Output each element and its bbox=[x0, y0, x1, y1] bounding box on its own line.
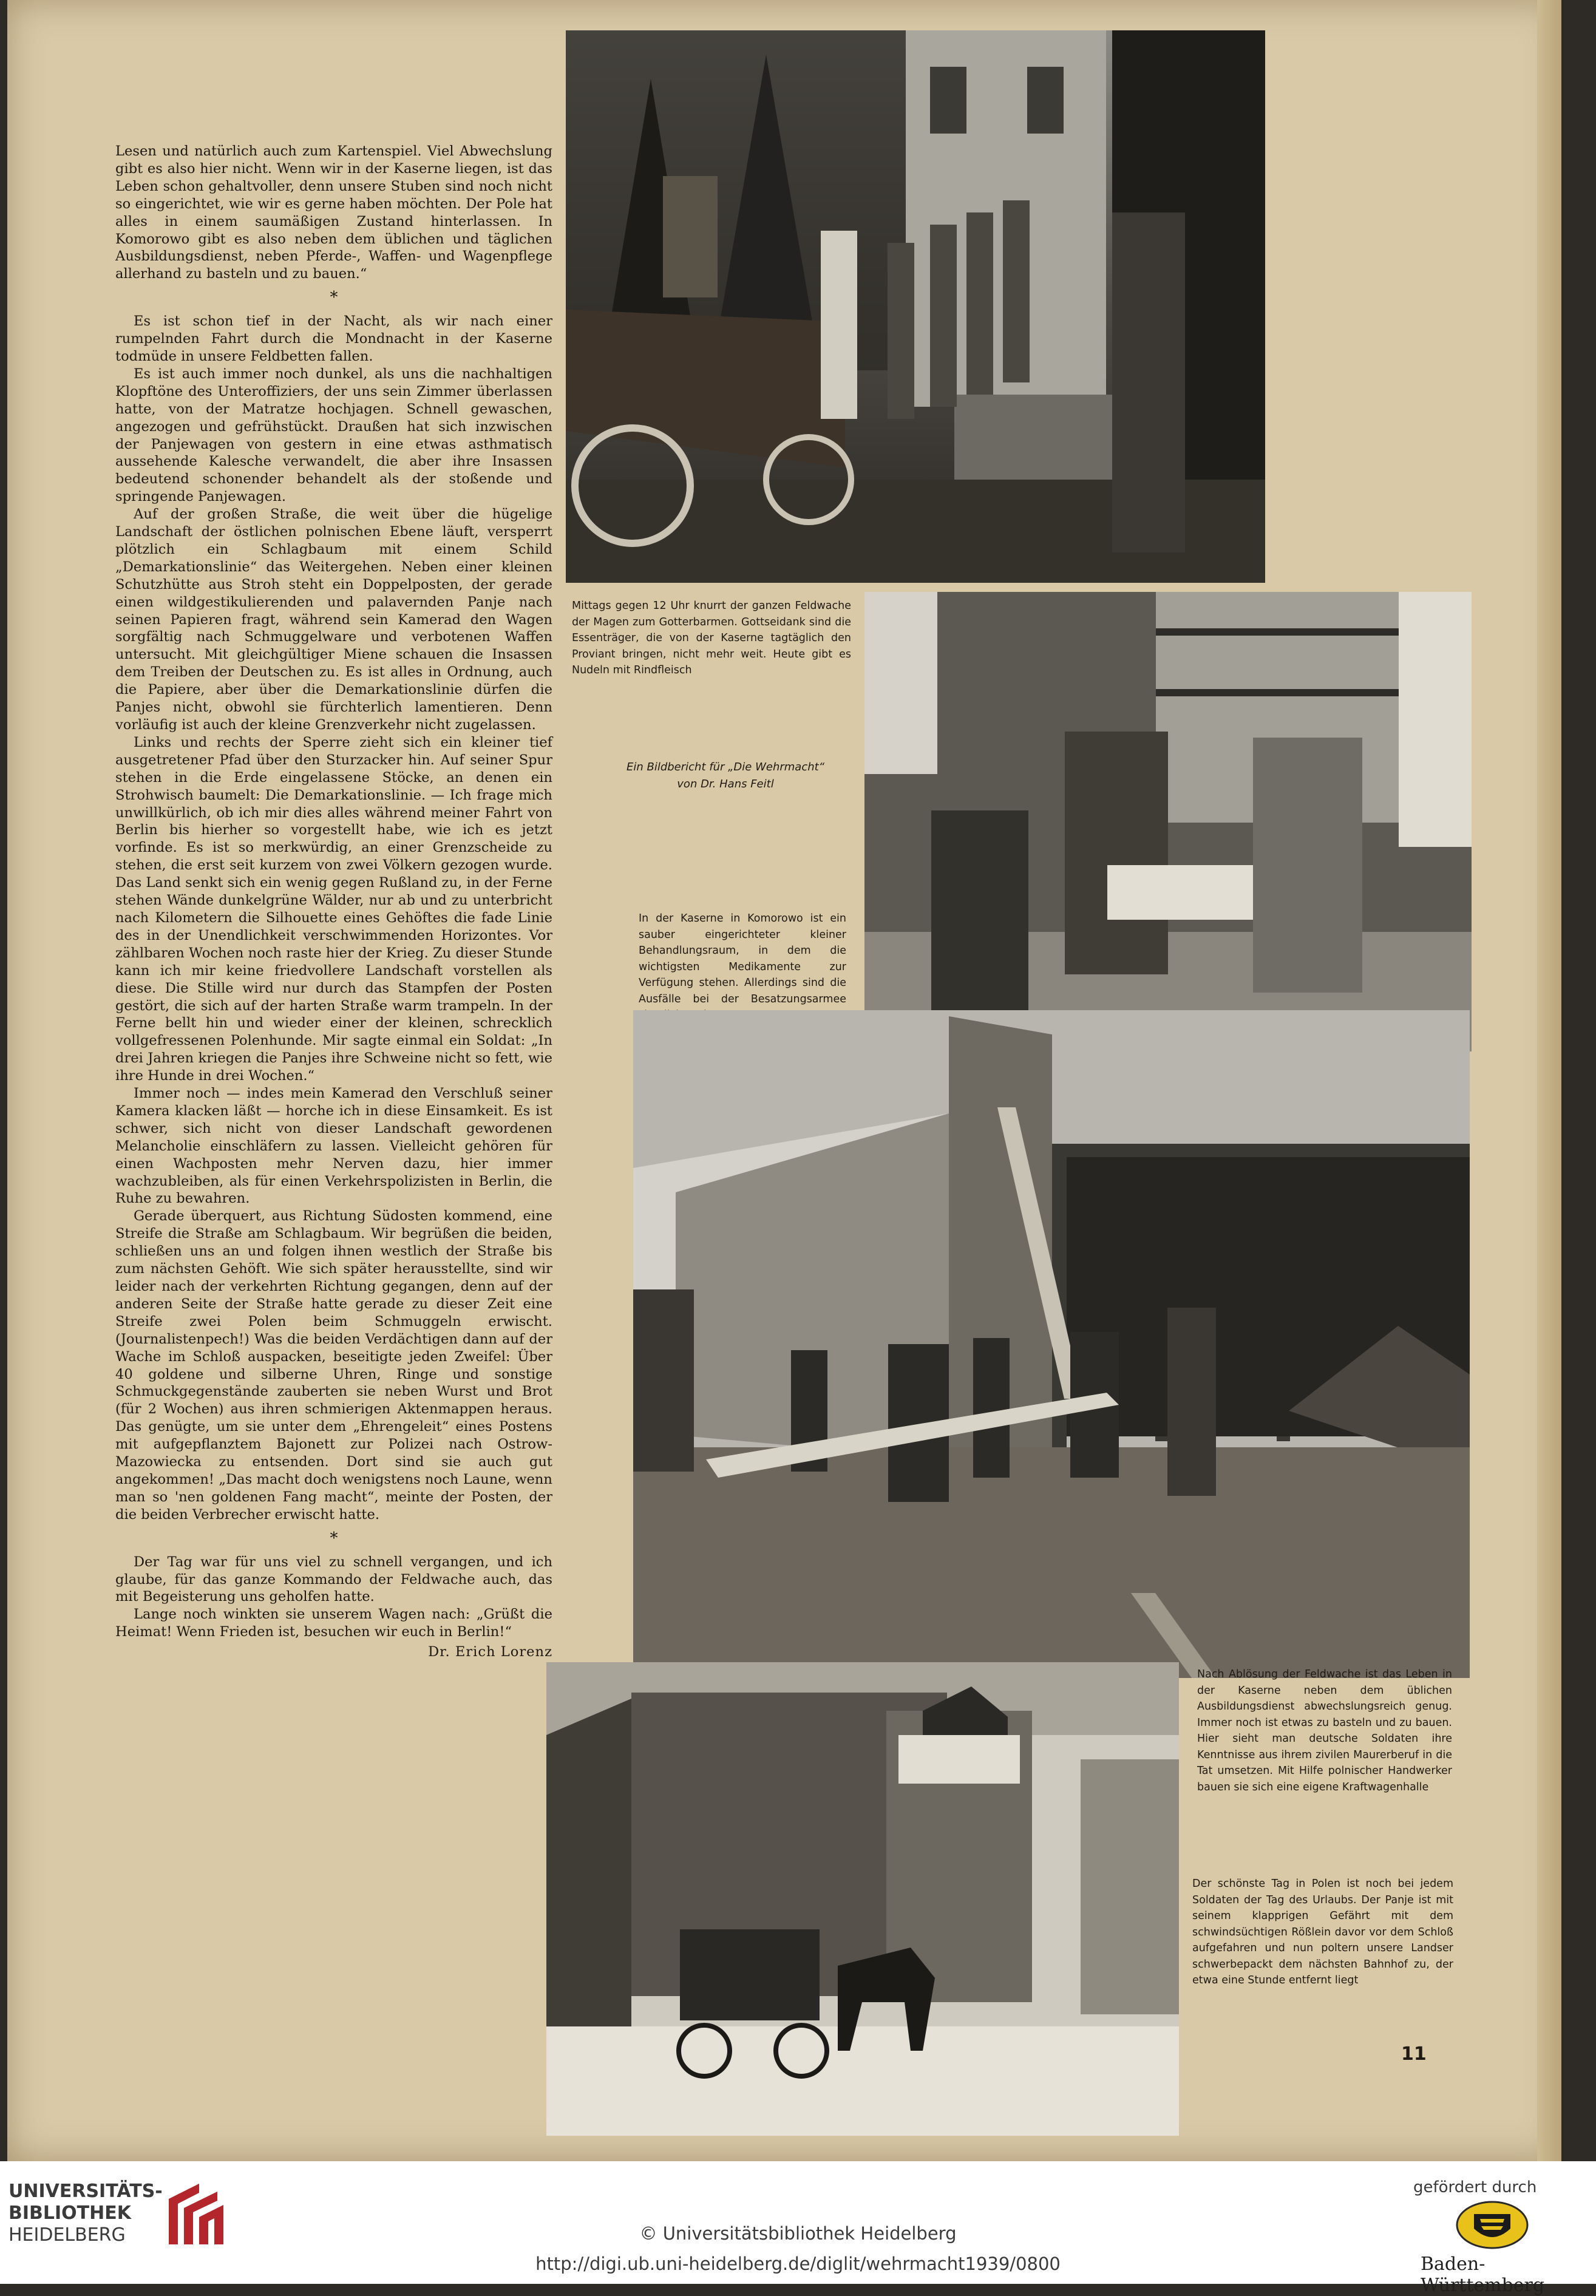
paragraph: Auf der großen Straße, die weit über die hügelige Landschaft der östlichen polnischen Ebene läuft, versperrt plötzlich ein Schlagbaum mit einem Schild „Demarkationslinie“ das Weitergehen. Neben einer kleinen Schutzhütte aus Stroh steht ein Doppelposten, der gerade einen wildgestikulierenden und palavernden Panje nach seinen Papieren fragt, während sein Kamerad den Wagen sorgfältig nach Schmuggelware und verbotenen Waffen untersucht. Mit gleichgültiger Miene schauen die Insassen dem Treiben der Deutschen zu. Es ist alles in Ordnung, auch die Papiere, aber über die Demarkationslinie dürfen die Panjes nicht, obwohl sie fürchterlich lamentieren. Denn vorläufig ist auch der kleine Grenzverkehr nicht zugelassen. bbox=[115, 506, 552, 733]
baden-wuerttemberg-crest-icon bbox=[1456, 2201, 1529, 2249]
section-star: * bbox=[330, 1529, 338, 1547]
paragraph: Gerade überquert, aus Richtung Südosten kommend, eine Streife die Straße am Schlagbaum. Wir begrüßen die beiden, schließen uns an und folgen ihnen westlich der Straße bis zum nächsten Gehöft. Wie sich später herausstellte, sind wir leider nach der verkehrten Richtung gegangen, denn auf der anderen Seite der Straße hatte gerade zu dieser Zeit eine Streife zwei Polen beim Schmuggeln erwischt. (Journalistenpech!) Was die beiden Verdächtigen dann auf der Wache im Schloß auspacken, beseitigte jeden Zweifel: Über 40 goldene und silberne Uhren, Ringe und sonstige Schmuckgegenstände zauberten sie neben Wurst und Brot (für 2 Wochen) aus ihren schmierigen Aktenmappen heraus. Das genügte, um sie unter dem „Ehrengeleit“ eines Postens mit aufgepflanztem Bajonett zur Polizei nach Ostrow-Mazowiecka zu entsenden. Dort sind sie auch gut angekommen! „Das macht doch wenigstens noch Laune, wenn man so 'nen goldenen Fang macht“, meinte der Posten, der die beiden Verbrecher erwischt hatte. bbox=[115, 1208, 552, 1523]
page-number: 11 bbox=[1401, 2043, 1427, 2065]
photo-treatment-room bbox=[864, 592, 1472, 1051]
library-name-line3: HEIDELBERG bbox=[8, 2224, 126, 2246]
library-name-line2: BIBLIOTHEK bbox=[8, 2203, 131, 2224]
paragraph: Der Tag war für uns viel zu schnell vergangen, und ich glaube, für das ganze Kommando der Feldwache auch, das mit Begeisterung uns geholfen hatte. bbox=[115, 1554, 552, 1605]
author-signature: Dr. Erich Lorenz bbox=[428, 1644, 552, 1660]
caption-kaserne: In der Kaserne in Komorowo ist ein sauber eingerichteter kleiner Behandlungsraum, in dem die wichtigsten Medikamente zur Verfügung stehen. Allerdings sind die Ausfälle bei der Besatzungsarmee bbox=[639, 912, 846, 1005]
paragraph: Es ist schon tief in der Nacht, als wir nach einer rumpelnden Fahrt durch die Mondnacht in der Kaserne todmüde in unsere Feldbetten fallen. bbox=[115, 313, 552, 364]
photo-feldwache-cart bbox=[566, 30, 1265, 583]
paragraph: Links und rechts der Sperre zieht sich ein kleiner tief ausgetretener Pfad über den Sturzacker hin. Auf seiner Spur stehen in die Erde eingelassene Stöcke, an denen ein Strohwisch baumelt: Die Demarkationslinie. — Ich frage mich unwillkürlich, ob ich mir dies alles während meiner Fahrt von Berlin bis hierher so vorgestellt habe, wie ich es jetzt vorfinde. Es ist so merkwürdig, an einer Grenzscheide zu stehen, die erst seit kurzem von zwei Völkern gezogen wurde. Das Land senkt sich ein wenig gegen Rußland zu, in der Ferne stehen Wände dunkelgrüne Wälder, nur ab und zu unterbricht nach Kilometern die Silhouette eines Gehöftes die fade Linie des in der Unendlichkeit verschwimmenden Horizontes. Vor zählbaren Wochen noch raste hier der Krieg. Zu dieser Stunde kann ich mir keine friedvollere Landschaft vorstellen als diese. Die Stille wird nur durch das Stampfen der Posten gestört, die sich auf der harten Straße warm trampeln. In der Ferne bellt hin und wieder einer der kleinen, schrecklich vollgefressenen Polenhunde. Mir sagte einmal ein Soldat: „In drei Jahren kriegen die Panjes ihre Schweine nicht so fett, wie ihre Hunde in drei Wochen.“ bbox=[115, 734, 552, 1084]
section-star: * bbox=[330, 288, 338, 307]
caption-feldwache: Mittags gegen 12 Uhr knurrt der ganzen Feldwache der Magen zum Gotterbarmen. Gottseidank sind die Essenträger, die von der Kaserne tagtäglich den Proviant bringen, nicht mehr weit. Heute gibt es Nudeln mit Rindfleisch bbox=[572, 600, 851, 676]
library-name-line1: UNIVERSITÄTS- bbox=[8, 2181, 163, 2202]
caption-kraftwagenhalle: Nach Ablösung der Feldwache ist das Leben in der Kaserne neben dem üblichen Ausbildungsdienst abwechslungsreich genug. Immer noch ist etwas zu basteln und zu bauen. Hier sieht man deutsche Soldaten ihre Kenntnisse aus ihrem zivilen Maurerberuf in die Tat umsetzen. Mit Hilfe polnischer Handwerker bauen sie sich eine eigene Kraftwagenhalle bbox=[1197, 1668, 1452, 1793]
funded-by-label: gefördert durch bbox=[1413, 2178, 1537, 2196]
caption-urlaub: Der schönste Tag in Polen ist noch bei jedem Soldaten der Tag des Urlaubs. Der Panje ist mit seinem klapprigen Gefährt mit dem schwindsüchtigen Rößlein davor vor dem Schloß aufgefahren und nun poltern unsere Landser schwerbepackt dem nächsten Bahnhof zu, der etwa eine Stunde entfernt liegt bbox=[1192, 1878, 1453, 1986]
paragraph: Lange noch winkten sie unserem Wagen nach: „Grüßt die Heimat! Wenn Frieden ist, besuchen wir euch in Berlin!“ bbox=[115, 1606, 552, 1640]
paragraph: Immer noch — indes mein Kamerad den Verschluß seiner Kamera klacken läßt — horche ich in diese Einsamkeit. Es ist schwer, sich nicht von dieser Landschaft gewordenen Melancholie einschläfern zu lassen. Vielleicht gehören für einen Wachposten mehr Nerven dazu, hier immer wachzubleiben, als für einen Verkehrspolizisten in Berlin, die Ruhe zu bewahren. bbox=[115, 1085, 552, 1207]
paragraph: Es ist auch immer noch dunkel, als uns die nachhaltigen Klopftöne des Unteroffiziers, der uns sein Zimmer überlassen hatte, von der Matratze hochjagen. Schnell gewaschen, angezogen und gefrühstückt. Draußen hat sich inzwischen der Panjewagen von gestern in eine etwas asthmatisch aussehende Kalesche verwandelt, die aber ihre Insassen bedeutend schonender behandelt als der stoßende und springende Panjewagen. bbox=[115, 365, 552, 505]
photo-credit bbox=[610, 759, 841, 793]
page-edge bbox=[1537, 0, 1561, 2161]
photo-garage-construction bbox=[633, 1010, 1470, 1678]
credit-author: von Dr. Hans Feitl bbox=[677, 778, 774, 790]
photo-urlaub-horse-cart bbox=[546, 1662, 1179, 2136]
copyright-notice: © Universitätsbibliothek Heidelberg bbox=[639, 2223, 957, 2244]
article-text bbox=[115, 143, 552, 1661]
state-name: Baden-Württemberg bbox=[1421, 2254, 1545, 2296]
source-url[interactable]: http://digi.ub.uni-heidelberg.de/diglit/wehrmacht1939/0800 bbox=[535, 2254, 1061, 2274]
paragraph: Lesen und natürlich auch zum Kartenspiel. Viel Abwechslung gibt es also hier nicht. Wenn wir in der Kaserne liegen, ist das Leben schon gehaltvoller, denn unsere Stuben sind noch nicht so eingerichtet, wie wir es gerne haben möchten. Der Pole hat alles in einem saumäßigen Zustand hinterlassen. In Komorowo gibt es also neben dem üblichen und täglichen Ausbildungsdienst, neben Pferde-, Waffen- und Wagenpflege allerhand zu basteln und zu bauen.“ bbox=[115, 143, 552, 282]
credit-line: Ein Bildbericht für „Die Wehrmacht“ bbox=[626, 761, 825, 773]
